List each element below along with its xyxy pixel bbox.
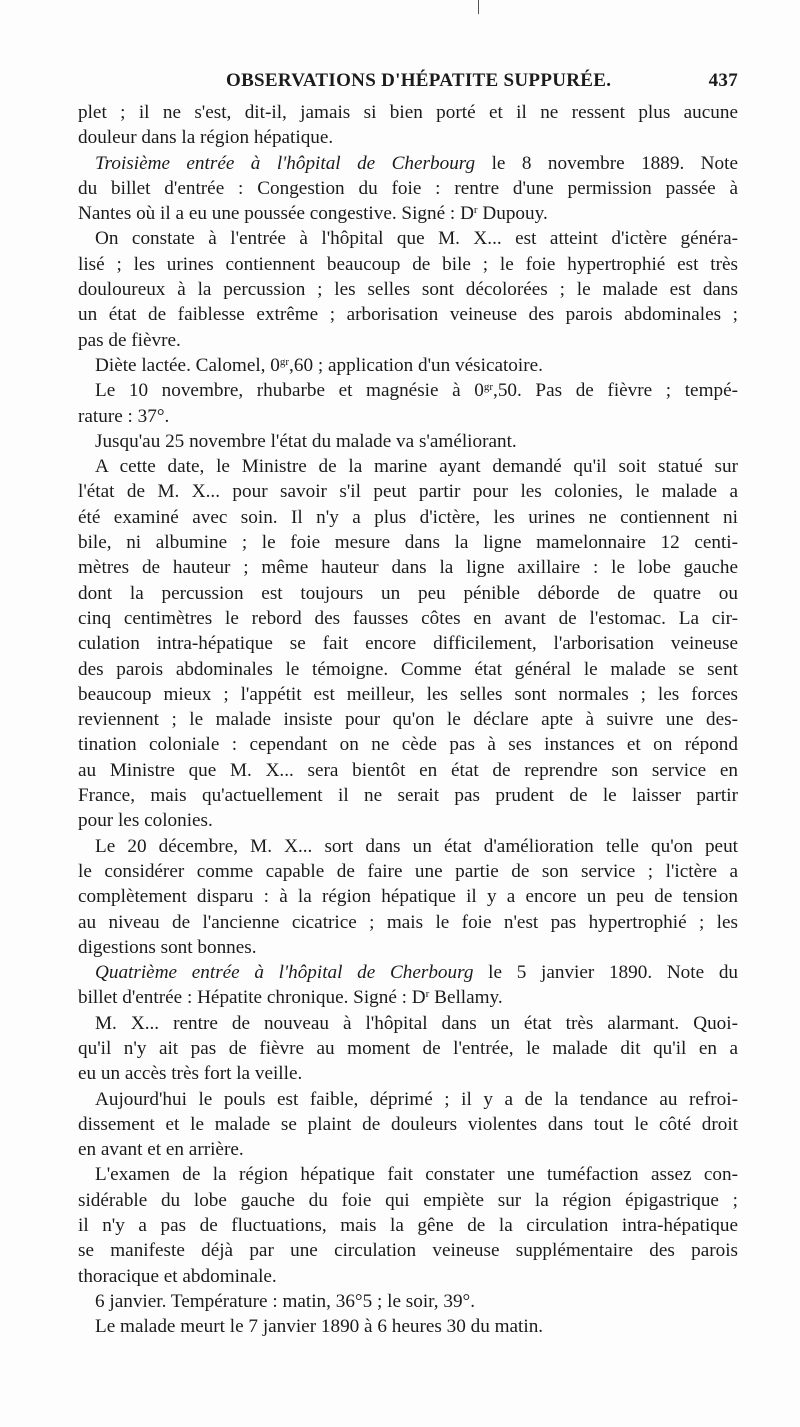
text-run: gr [279, 355, 290, 368]
text-line [78, 985, 738, 1010]
text-line: A cette date, le Ministre de la marine ayant demandé qu'il soit statué sur [95, 456, 738, 478]
text-line: reviennent ; le malade insiste pour qu'on le déclare apte à suivre une des- [78, 709, 738, 731]
text-run: billet d'entrée : Hépatite chronique. Signé : D [78, 987, 426, 1009]
text-line: au niveau de l'ancienne cicatrice ; mais le foie n'est pas hypertrophié ; les [78, 911, 738, 933]
text-line: pas de fièvre. [78, 329, 181, 351]
text-line: sidérable du lobe gauche du foie qui empiète sur la région épigastrique ; [78, 1189, 738, 1211]
text-line: On constate à l'entrée à l'hôpital que M. X... est atteint d'ictère généra- [95, 228, 738, 250]
text-line: plet ; il ne s'est, dit-il, jamais si bien porté et il ne ressent plus aucune [78, 102, 738, 123]
scan-mark [478, 0, 479, 14]
text-line [78, 353, 738, 378]
text-run: r [473, 204, 478, 217]
text-run: ,50. Pas de fièvre ; tempé- [493, 380, 738, 402]
body-text [78, 100, 738, 1340]
text-line: L'examen de la région hépatique fait constater une tuméfaction assez con- [95, 1164, 738, 1186]
text-run: Le 10 novembre, rhubarbe et magnésie à 0 [95, 380, 484, 402]
text-line [78, 151, 738, 176]
text-line: Le 20 décembre, M. X... sort dans un état d'amélioration telle qu'on peut [95, 835, 738, 857]
text-line: 6 janvier. Température : matin, 36°5 ; le soir, 39°. [95, 1290, 476, 1312]
text-line: lisé ; les urines contiennent beaucoup de bile ; le foie hypertrophié est très [78, 253, 738, 275]
text-line: cinq centimètres le rebord des fausses côtes en avant de l'estomac. La cir- [78, 607, 738, 629]
page-number: 437 [708, 70, 738, 91]
text-run: Diète lactée. Calomel, 0 [95, 354, 280, 376]
text-line: France, mais qu'actuellement il ne serait pas prudent de le laisser partir [78, 785, 738, 807]
text-line [78, 378, 738, 403]
text-line: digestions sont bonnes. [78, 936, 257, 958]
text-line: le considérer comme capable de faire une partie de son service ; l'ictère a [78, 860, 738, 882]
text-line: un état de faiblesse extrême ; arborisation veineuse des parois abdominales ; [78, 304, 738, 326]
text-line: dissement et le malade se plaint de douleurs violentes dans tout le côté droit [78, 1113, 738, 1135]
text-line: rature : 37°. [78, 405, 170, 427]
text-line: culation intra-hépatique se fait encore difficilement, l'arborisation veineuse [78, 633, 738, 655]
text-line: au Ministre que M. X... sera bientôt en état de reprendre son service en [78, 759, 738, 781]
running-title: OBSERVATIONS D'HÉPATITE SUPPURÉE. [226, 70, 612, 91]
text-line: complètement disparu : à la région hépatique il y a encore un peu de tension [78, 886, 738, 908]
text-line: tination coloniale : cependant on ne cède pas à ses instances et on répond [78, 734, 738, 756]
text-line: Jusqu'au 25 novembre l'état du malade va s'améliorant. [95, 430, 517, 452]
text-line: Aujourd'hui le pouls est faible, déprimé ; il y a de la tendance au refroi- [95, 1088, 738, 1110]
text-run: ,60 ; application d'un vésicatoire. [289, 354, 543, 376]
page-header [78, 70, 738, 100]
text-run: r [425, 988, 430, 1001]
text-line: beaucoup mieux ; l'appétit est meilleur, les selles sont normales ; les forces [78, 683, 738, 705]
text-line [78, 201, 738, 226]
text-line: l'état de M. X... pour savoir s'il peut partir pour les colonies, le malade a [78, 481, 738, 503]
text-line [78, 960, 738, 985]
text-line: dont la percussion est toujours un peu pénible déborde de quatre ou [78, 582, 738, 604]
text-line: se manifeste déjà par une circulation veineuse supplémentaire des parois [78, 1240, 738, 1262]
text-line: bile, ni albumine ; le foie mesure dans la ligne mamelonnaire 12 centi- [78, 532, 738, 554]
text-run: Bellamy. [429, 987, 503, 1009]
text-run: le 8 novembre 1889. Note [475, 152, 738, 174]
text-line: mètres de hauteur ; même hauteur dans la ligne axillaire : le lobe gauche [78, 557, 738, 579]
text-line: il n'y a pas de fluctuations, mais la gêne de la circulation intra-hépatique [78, 1215, 738, 1237]
text-line: qu'il n'y ait pas de fièvre au moment de l'entrée, le malade dit qu'il en a [78, 1037, 738, 1059]
text-run: gr [483, 381, 494, 394]
text-line: des parois abdominales le témoigne. Comme état général le malade se sent [78, 658, 738, 680]
text-line: du billet d'entrée : Congestion du foie : rentre d'une permission passée à [78, 177, 738, 199]
text-line: eu un accès très fort la veille. [78, 1063, 303, 1085]
text-line: en avant et en arrière. [78, 1139, 244, 1161]
text-run: Nantes où il a eu une poussée congestive. Signé : D [78, 203, 474, 225]
text-line: pour les colonies. [78, 810, 213, 832]
text-line: thoracique et abdominale. [78, 1265, 277, 1287]
text-line: M. X... rentre de nouveau à l'hôpital dans un état très alarmant. Quoi- [95, 1012, 738, 1034]
text-line: douleur dans la région hépatique. [78, 127, 334, 149]
text-line: douloureux à la percussion ; les selles sont décolorées ; le malade est dans [78, 279, 738, 301]
text-run: le 5 janvier 1890. Note du [473, 962, 738, 984]
text-run: Dupouy. [477, 203, 548, 225]
text-run: Troisième entrée à l'hôpital de Cherbourg [95, 152, 476, 174]
text-line: Le malade meurt le 7 janvier 1890 à 6 heures 30 du matin. [95, 1316, 544, 1338]
text-run: Quatrième entrée à l'hôpital de Cherbourg [95, 962, 474, 984]
text-line: été examiné avec soin. Il n'y a plus d'ictère, les urines ne contiennent ni [78, 506, 738, 528]
